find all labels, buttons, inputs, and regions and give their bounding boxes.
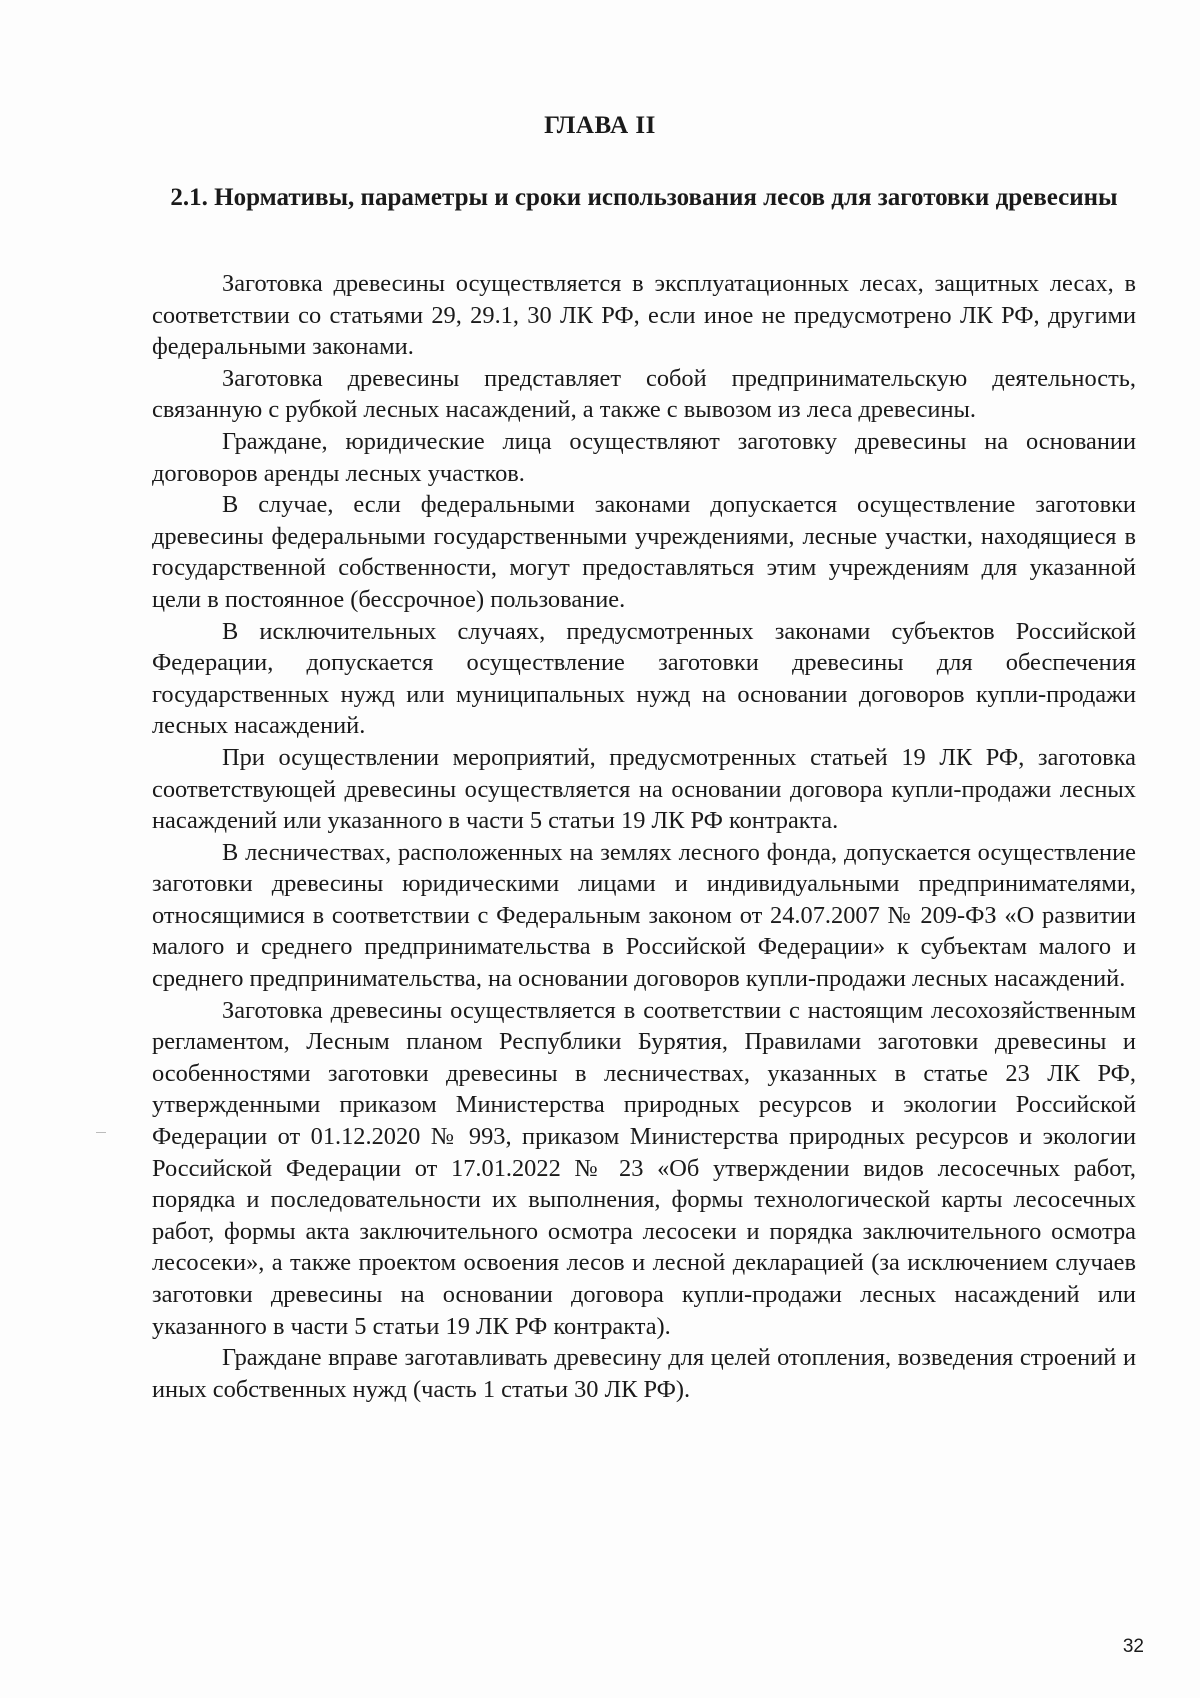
paragraph: Заготовка древесины осуществляется в соответствии с настоящим лесохозяйственным регламентом, Лесным планом Республики Бурятия, Правилами заготовки древесины и особенностями заготовки древесины в лесничествах, указанных в статье 23 ЛК РФ, утвержденными приказом Министерства природных ресурсов и экологии Российской Федерации от 01.12.2020 № 993, приказом Министерства природных ресурсов и экологии Российской Федерации от 17.01.2022 № 23 «Об утверждении видов лесосечных работ, порядка и последовательности их выполнения, формы технологической карты лесосечных работ, формы акта заключительного осмотра лесосеки и порядка заключительного осмотра лесосеки», а также проектом освоения лесов и лесной декларацией (за исключением случаев заготовки древесины на основании договора купли-продажи лесных насаждений или указанного в части 5 статьи 19 ЛК РФ контракта). (152, 996, 1136, 1340)
paragraph: В случае, если федеральными законами допускается осуществление заготовки древесины федеральными государственными учреждениями, лесные участки, находящиеся в государственной собственности, могут предоставляться этим учреждениям для указанной цели в постоянное (бессрочное) пользование. (152, 491, 1136, 613)
section-title: 2.1. Нормативы, параметры и сроки использования лесов для заготовки древесины (170, 184, 1118, 211)
paragraph: Граждане, юридические лица осуществляют заготовку древесины на основании договоров аренды лесных участков. (152, 427, 1136, 487)
paragraph: Заготовка древесины осуществляется в эксплуатационных лесах, защитных лесах, в соответствии со статьями 29, 29.1, 30 ЛК РФ, если иное не предусмотрено ЛК РФ, другими федеральными законами. (152, 270, 1136, 361)
paragraph: При осуществлении мероприятий, предусмотренных статьей 19 ЛК РФ, заготовка соответствующей древесины осуществляется на основании договора купли-продажи лесных насаждений или указанного в части 5 статьи 19 ЛК РФ контракта. (152, 743, 1136, 835)
body-text (152, 268, 1136, 1405)
paragraph: Заготовка древесины представляет собой предпринимательскую деятельность, связанную с рубкой лесных насаждений, а также с вывозом из леса древесины. (152, 364, 1136, 424)
paragraph: Граждане вправе заготавливать древесину для целей отопления, возведения строений и иных собственных нужд (часть 1 статьи 30 ЛК РФ). (152, 1344, 1136, 1403)
paragraph: В исключительных случаях, предусмотренных законами субъектов Российской Федерации, допускается осуществление заготовки древесины для обеспечения государственных нужд или муниципальных нужд на основании договоров купли-продажи лесных насаждений. (152, 617, 1136, 740)
paragraph: В лесничествах, расположенных на землях лесного фонда, допускается осуществление заготовки древесины юридическими лицами и индивидуальными предпринимателями, относящимися в соответствии с Федеральным законом от 24.07.2007 № 209-ФЗ «О развитии малого и среднего предпринимательства в Российской Федерации» к субъектам малого и среднего предпринимательства, на основании договоров купли-продажи лесных насаждений. (152, 838, 1136, 993)
page-number: 32 (1122, 1636, 1144, 1657)
margin-mark (96, 1132, 106, 1133)
chapter-title: ГЛАВА II (544, 112, 656, 139)
